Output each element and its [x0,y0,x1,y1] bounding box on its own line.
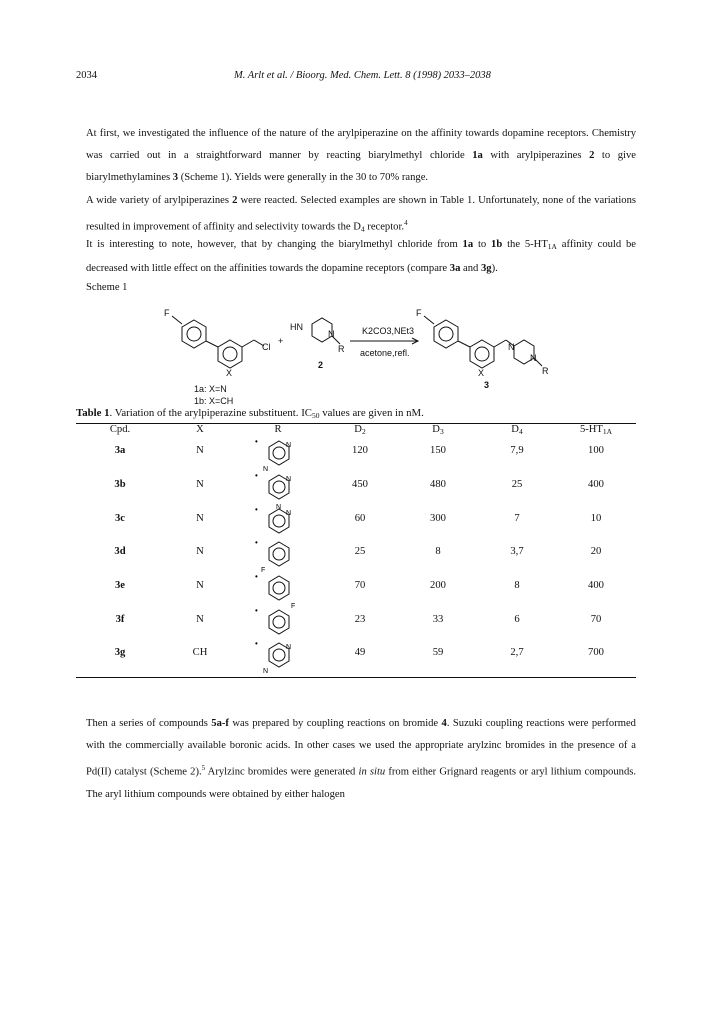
svg-text:•: • [255,437,258,446]
cell-d2: 120 [352,445,368,456]
cell-ht: 400 [588,580,604,591]
label-r: R [338,344,345,354]
label-chloride: Cl [262,342,271,352]
svg-text:•: • [255,606,258,615]
col-header-d2: $D_2$ [354,424,366,436]
label-x: X [226,368,233,378]
cell-d3: 150 [430,445,446,456]
cell-d2: 49 [354,647,366,658]
label-compound-2: 2 [318,360,324,370]
label-fluorine-product: F [416,308,422,318]
svg-text:•: • [255,471,258,480]
svg-text:N: N [286,442,292,449]
scheme-1-reaction [150,306,580,410]
cell-d4: 3,7 [510,546,524,557]
cell-d4: 25 [511,479,523,490]
cell-d3: 33 [432,614,444,625]
cell-cpd: 3d [114,546,126,557]
page-number: 2034 [76,70,97,81]
cell-ht: 20 [590,546,602,557]
label-compound-3: 3 [484,380,490,390]
label-x-product: X [478,368,485,378]
scheme-label: Scheme 1 [86,282,128,293]
cell-cpd: 3b [114,479,126,490]
cell-d2: 23 [354,614,366,625]
svg-text:N: N [286,476,292,483]
paragraph-2: A wide variety of arylpiperazines 2 were reacted. Selected examples are shown in Table 1. Unfortunately, none of the variations resulted in improvement of affinity and selectivity towards the $D_4$ receptor.$^4$ [86,195,636,234]
cell-d3: 480 [430,479,446,490]
cell-ht: 10 [590,513,602,524]
cell-d4: 8 [514,580,520,591]
cell-ht: 400 [588,479,604,490]
col-header-x: X [196,424,204,435]
label-1b: 1b: X=CH [194,396,234,406]
svg-text:F: F [291,603,296,610]
cell-cpd: 3g [114,647,126,658]
svg-text:•: • [255,505,258,514]
label-n: N [328,329,335,339]
paragraph-3: It is interesting to note, however, that by changing the biarylmethyl chloride from 1a to 1b the $5-HT_{1A}$ affinity could be decreased with little effect on the affinities towards the dopamine receptors (compare 3a and 3g). [86,239,636,275]
col-header-5ht1a: $5-HT_{1A}$ [579,424,613,436]
label-n-product: N [508,342,515,352]
cell-d4: 7 [514,513,520,524]
cell-cpd: 3a [114,445,126,456]
reaction-conditions-reagents: K2CO3,NEt3 [362,326,415,336]
cell-d3: 8 [435,546,441,557]
table-caption: Table 1. Variation of the arylpiperazine substituent. $IC_{50}$ values are given in nM. [76,407,424,420]
page-header [76,70,636,84]
cell-d2: 25 [354,546,366,557]
cell-x: N [196,580,204,591]
label-n2-product: N [530,353,537,363]
paragraph-4: Then a series of compounds 5a-f was prepared by coupling reactions on bromide 4. Suzuki coupling reactions were performed with the commercially available boronic acids. In other cases we used the appropriate arylzinc bromides in the presence of a Pd(II) catalyst (Scheme 2).$^5$ Arylzinc bromides were generated in situ from either Grignard reagents or aryl lithium compounds. The aryl lithium compounds were obtained by either halogen [86,718,637,801]
cell-ht: 700 [588,647,604,658]
svg-text:N: N [263,668,269,675]
cell-cpd: 3c [115,513,125,524]
reaction-conditions-solvent: acetone,refl. [360,348,410,358]
label-fluorine: F [164,308,170,318]
cell-d2: 60 [354,513,366,524]
cell-d2: 70 [354,580,366,591]
cell-d3: 300 [430,513,446,524]
cell-d4: 2,7 [510,647,524,658]
svg-text:N: N [286,510,292,517]
cell-x: N [196,513,204,524]
svg-text:•: • [255,538,258,547]
svg-text:F: F [261,567,266,574]
cell-ht: 100 [588,445,604,456]
cell-x: N [196,445,204,456]
cell-x: N [196,546,204,557]
cell-d3: 59 [432,647,444,658]
substituent-structure-2-pyrimidinyl [255,637,301,681]
cell-d4: 6 [514,614,520,625]
paragraph-1: At first, we investigated the influence of the nature of the arylpiperazine on the affinity towards dopamine receptors. Chemistry was carried out in a straightforward manner by reacting biarylmethyl chloride 1a with arylpiperazines 2 to give biarylmethylamines 3 (Scheme 1). Yields were generally in the 30 to 70% range. [86,128,636,184]
svg-text:•: • [255,639,258,648]
label-hn: HN [290,322,303,332]
svg-text:N: N [276,504,282,511]
svg-text:N: N [286,644,292,651]
svg-text:•: • [255,572,258,581]
label-1a: 1a: X=N [194,384,227,394]
col-header-r: R [274,424,282,435]
svg-text:N: N [263,466,269,473]
col-header-d4: $D_4$ [511,424,523,436]
cell-ht: 70 [590,614,602,625]
running-title: M. Arlt et al. / Bioorg. Med. Chem. Lett. 8 (1998) 2033–2038 [234,70,491,81]
cell-cpd: 3e [115,580,125,591]
col-header-cpd: Cpd. [109,424,131,435]
cell-x: CH [192,647,208,658]
label-plus: + [278,336,284,346]
table-bottom-rule [76,677,636,678]
cell-d2: 450 [352,479,368,490]
cell-d3: 200 [430,580,446,591]
label-r-product: R [542,366,549,376]
cell-x: N [196,479,204,490]
cell-cpd: 3f [115,614,125,625]
cell-x: N [196,614,204,625]
col-header-d3: $D_3$ [432,424,444,436]
cell-d4: 7,9 [510,445,524,456]
